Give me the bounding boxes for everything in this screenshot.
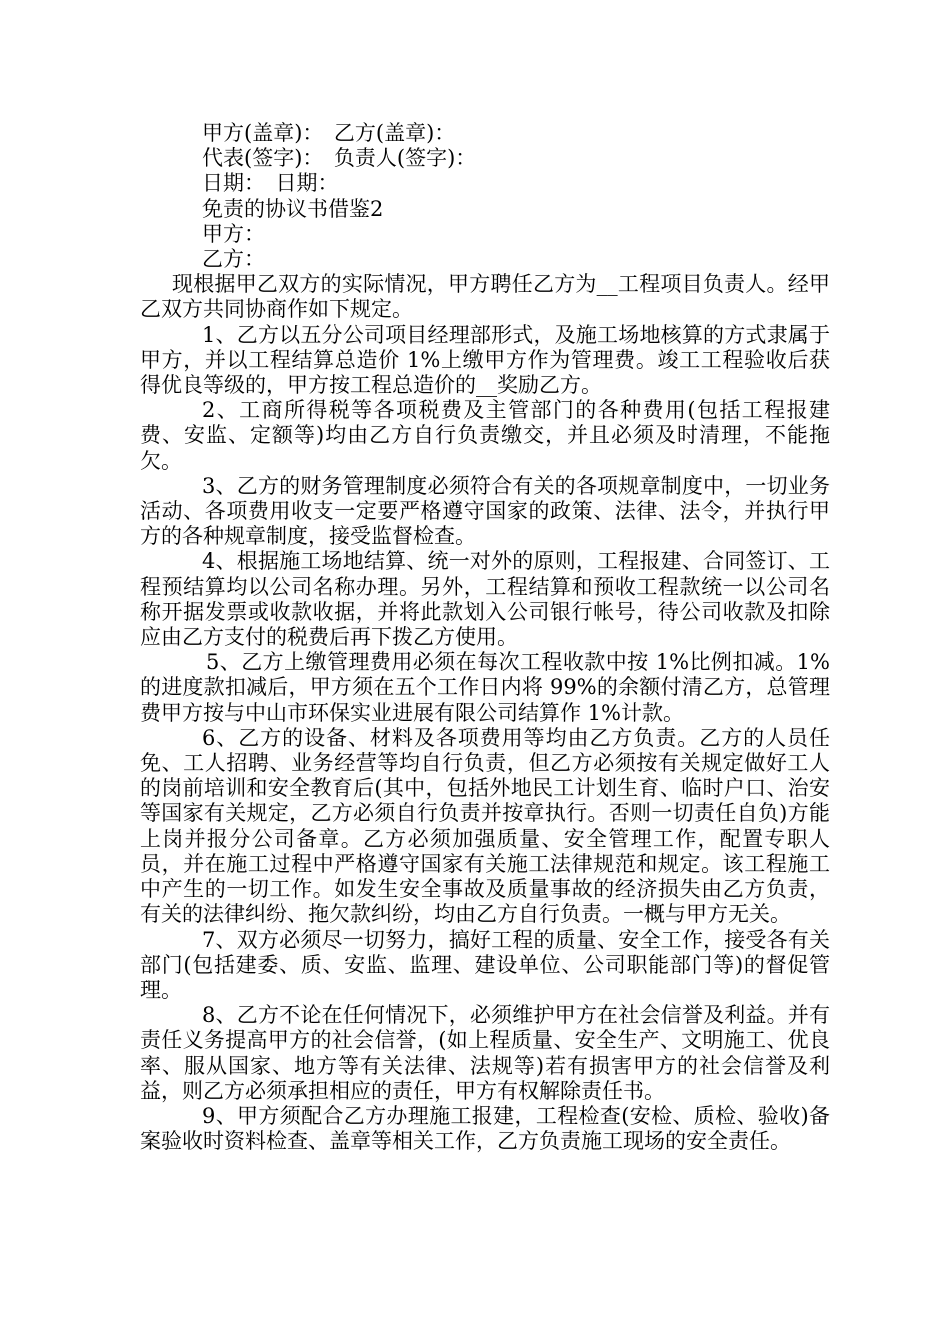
- clause-3: 3、乙方的财务管理制度必须符合有关的各项规章制度中，一切业务活动、各项费用收支一定要严格遵守国家的政策、法律、法令，并执行甲方的各种规章制度，接受监督检查。: [140, 473, 830, 549]
- signature-line-representative: 代表(签字)： 负责人(签字)：: [202, 146, 477, 171]
- clause-1: 1、乙方以五分公司项目经理部形式，及施工场地核算的方式隶属于甲方，并以工程结算总造价 1%上缴甲方作为管理费。竣工工程验收后获得优良等级的，甲方按工程总造价的__奖励乙方。: [140, 322, 830, 398]
- clause-5: 5、乙方上缴管理费用必须在每次工程收款中按 1%比例扣减。1%的进度款扣减后，甲方须在五个工作日内将 99%的余额付清乙方，总管理费甲方按与中山市环保实业进展有限公司结算作 1%计款。: [140, 650, 830, 725]
- signature-line-party-a-b: 甲方(盖章)： 乙方(盖章)：: [202, 121, 456, 145]
- party-b-label: 乙方：: [202, 247, 265, 272]
- intro-paragraph: 现根据甲乙双方的实际情况，甲方聘任乙方为__工程项目负责人。经甲乙双方共同协商作如下规定。: [140, 272, 830, 322]
- clause-2: 2、工商所得税等各项税费及主管部门的各种费用(包括工程报建费、安监、定额等)均由乙方自行负责缴交，并且必须及时清理，不能拖欠。: [140, 398, 830, 473]
- document-body: [140, 121, 830, 1154]
- signature-line-date: 日期： 日期：: [202, 171, 339, 196]
- clause-9: 9、甲方须配合乙方办理施工报建，工程检查(安检、质检、验收)备案验收时资料检查、盖章等相关工作，乙方负责施工现场的安全责任。: [140, 1103, 830, 1154]
- section-title: 免责的协议书借鉴2: [202, 196, 384, 221]
- clause-7: 7、双方必须尽一切努力，搞好工程的质量、安全工作，接受各有关部门(包括建委、质、安监、监理、建设单位、公司职能部门等)的督促管理。: [140, 927, 830, 1002]
- party-a-label: 甲方：: [202, 221, 265, 246]
- clause-4: 4、根据施工场地结算、统一对外的原则，工程报建、合同签订、工程预结算均以公司名称办理。另外，工程结算和预收工程款统一以公司名称开据发票或收款收据，并将此款划入公司银行帐号，待公司收款及扣除应由乙方支付的税费后再下拨乙方使用。: [140, 549, 830, 650]
- clause-8: 8、乙方不论在任何情况下，必须维护甲方在社会信誉及利益。并有责任义务提高甲方的社会信誉，(如上程质量、安全生产、文明施工、优良率、服从国家、地方等有关法律、法规等)若有损害甲方的社会信誉及利益，则乙方必须承担相应的责任，甲方有权解除责任书。: [140, 1003, 830, 1103]
- clause-6: 6、乙方的设备、材料及各项费用等均由乙方负责。乙方的人员任免、工人招聘、业务经营等均自行负责，但乙方必须按有关规定做好工人的岗前培训和安全教育后(其中，包括外地民工计划生育、临时户口、治安等国家有关规定，乙方必须自行负责并按章执行。否则一切责任自负)方能上岗并报分公司备章。乙方必须加强质量、安全管理工作，配置专职人员，并在施工过程中严格遵守国家有关施工法律规范和规定。该工程施工中产生的一切工作。如发生安全事故及质量事故的经济损失由乙方负责，有关的法律纠纷、拖欠款纠纷，均由乙方自行负责。一概与甲方无关。: [140, 725, 830, 927]
